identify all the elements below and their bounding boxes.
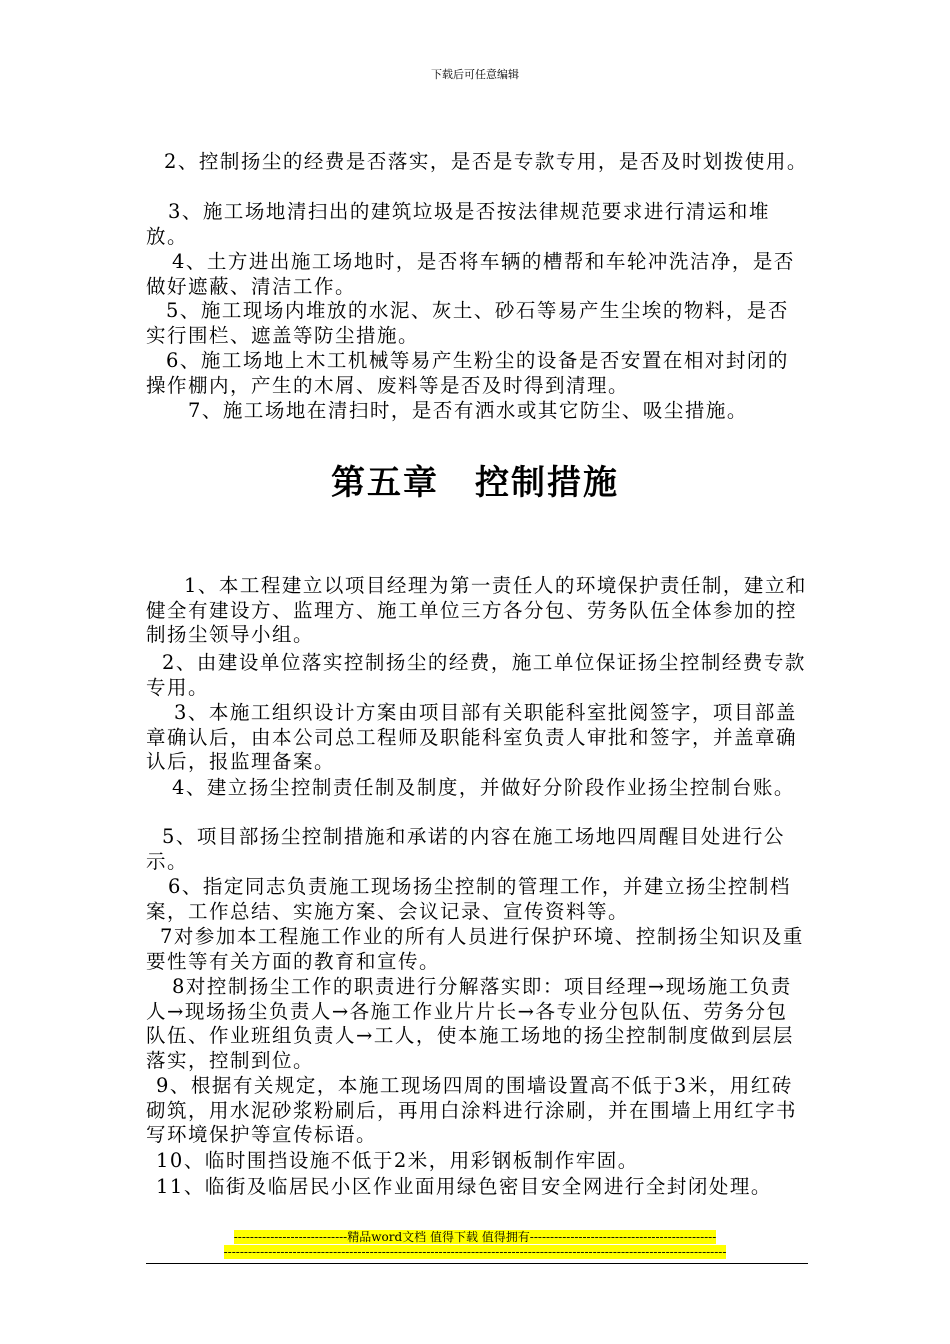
top-item-2: 2、控制扬尘的经费是否落实，是否是专款专用，是否及时划拨使用。	[164, 150, 808, 173]
footer-banner-text: ----------------------------精品word文档 值得下载 值得拥有----------------------------------------------	[233, 1230, 717, 1244]
measure-item-9: 9、根据有关规定，本施工现场四周的围墙设置高不低于3米，用红砖砌筑，用水泥砂浆粉刷后，再用白涂料进行涂刷，并在围墙上用红字书写环境保护等宣传标语。	[146, 1074, 798, 1146]
top-item-7: 7、施工场地在清扫时，是否有洒水或其它防尘、吸尘措施。	[188, 399, 748, 422]
measure-item-2: 2、由建设单位落实控制扬尘的经费，施工单位保证扬尘控制经费专款专用。	[146, 651, 806, 699]
measure-item-7: 7对参加本工程施工作业的所有人员进行保护环境、控制扬尘知识及重要性等有关方面的教育和宣传。	[146, 925, 804, 973]
chapter-title: 第五章 控制措施	[331, 463, 619, 503]
measure-item-4: 4、建立扬尘控制责任制及制度，并做好分阶段作业扬尘控制台账。	[172, 776, 795, 799]
measure-item-10: 10、临时围挡设施不低于2米，用彩钢板制作牢固。	[156, 1149, 639, 1172]
measure-item-1: 1、本工程建立以项目经理为第一责任人的环境保护责任制，建立和健全有建设方、监理方、施工单位三方各分包、劳务队伍全体参加的控制扬尘领导小组。	[146, 574, 807, 646]
footer-banner-line1	[0, 1228, 950, 1245]
measure-item-11: 11、临街及临居民小区作业面用绿色密目安全网进行全封闭处理。	[156, 1175, 772, 1198]
footer-rule	[146, 1263, 808, 1264]
top-item-6: 6、施工场地上木工机械等易产生粉尘的设备是否安置在相对封闭的操作棚内，产生的木屑、废料等是否及时得到清理。	[146, 349, 789, 397]
footer-banner-line2	[0, 1245, 950, 1259]
top-item-5: 5、施工现场内堆放的水泥、灰土、砂石等易产生尘埃的物料，是否实行围栏、遮盖等防尘措施。	[146, 299, 789, 347]
measure-item-6: 6、指定同志负责施工现场扬尘控制的管理工作，并建立扬尘控制档案，工作总结、实施方案、会议记录、宣传资料等。	[146, 875, 791, 923]
measure-item-5: 5、项目部扬尘控制措施和承诺的内容在施工场地四周醒目处进行公示。	[146, 825, 785, 873]
measure-item-8: 8对控制扬尘工作的职责进行分解落实即：项目经理→现场施工负责人→现场扬尘负责人→各施工作业片片长→各专业分包队伍、劳务分包队伍、作业班组负责人→工人，使本施工场地的扬尘控制制度做到层层落实，控制到位。	[146, 975, 794, 1072]
footer-banner-dashes: ----------------------------------------------------------------------------------------------------------------------------	[223, 1245, 727, 1259]
measure-item-3: 3、本施工组织设计方案由项目部有关职能科室批阅签字，项目部盖章确认后，由本公司总工程师及职能科室负责人审批和签字，并盖章确认后，报监理备案。	[146, 701, 798, 773]
top-item-4: 4、土方进出施工场地时，是否将车辆的槽帮和车轮冲洗洁净，是否做好遮蔽、清洁工作。	[146, 250, 795, 298]
page-header: 下载后可任意编辑	[431, 68, 519, 81]
top-item-3: 3、施工场地清扫出的建筑垃圾是否按法律规范要求进行清运和堆放。	[146, 200, 770, 248]
